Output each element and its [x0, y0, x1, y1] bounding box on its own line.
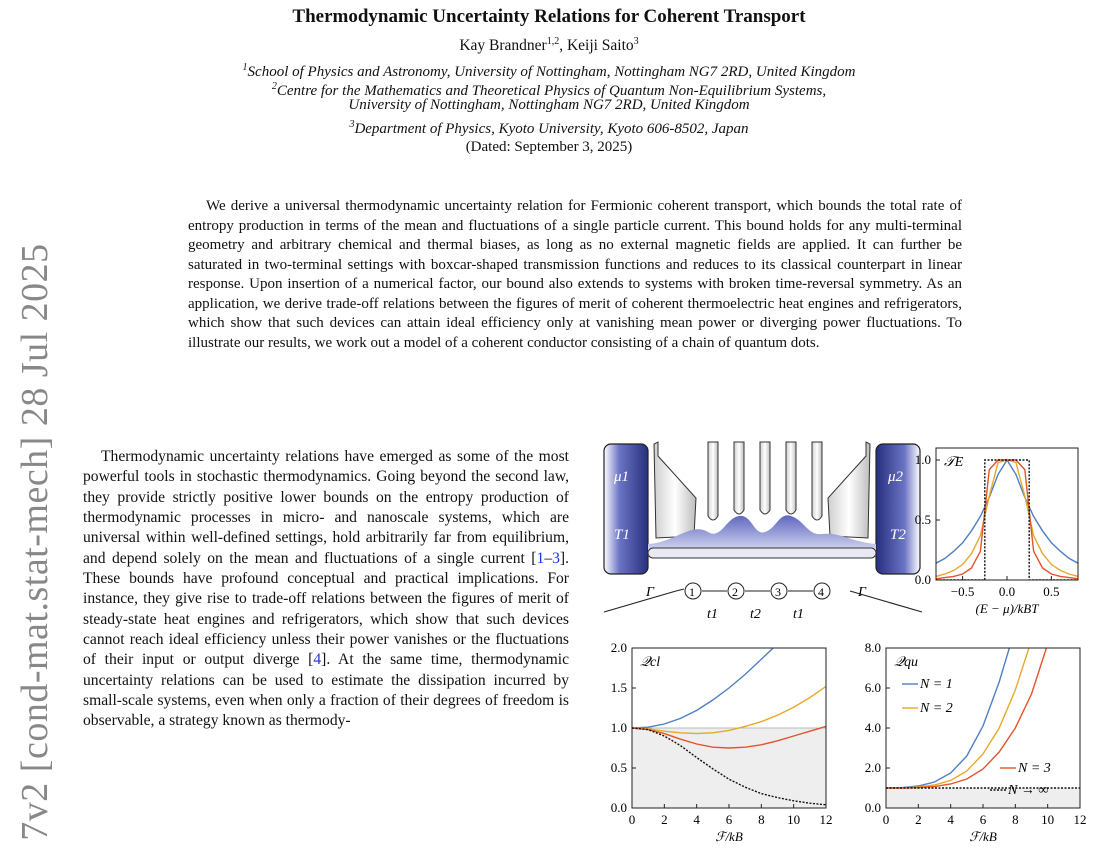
- gate-outer: [654, 442, 696, 538]
- x-tick-label: 6: [725, 812, 733, 827]
- legend-label: N = 2: [920, 701, 953, 716]
- coupling-label: t2: [750, 607, 761, 622]
- x-axis-label: (E − μ)/kBT: [975, 601, 1039, 616]
- transmission-panel: [915, 448, 1078, 616]
- abstract: We derive a universal thermodynamic uncertainty relation for Fermionic coherent transport, which bounds the total rate of entropy production in terms of the mean and fluctuations of a single particle current. This bound holds for any multi-terminal geometry and arbitrary chemical and thermal biases, as long as no external magnetic fields are applied. It can further be saturated in two-terminal settings with boxcar-shaped transmission functions and reduces to its classical counterpart in linear response. Upon insertion of a numerical factor, our bound also extends to systems with broken time-reversal symmetry. As an application, we derive trade-off relations between the figures of merit of coherent thermoelectric heat engines and refrigerators, which show that such devices can attain ideal efficiency only at vanishing mean power or diverging power fluctuations. To illustrate our results, we work out a model of a coherent conductor consisting of a chain of quantum dots.: [188, 198, 962, 351]
- affiliation-2: $^2$Centre for the Mathematics and Theoretical Physics of Quantum Non-Equilibrium Systems,: [271, 81, 827, 99]
- series-line-4: [936, 460, 1078, 580]
- y-tick-label: 1.0: [610, 720, 627, 735]
- substrate: [648, 548, 876, 558]
- t2-label: T2: [890, 527, 906, 543]
- citation-link[interactable]: 1: [536, 549, 545, 567]
- x-tick-label: 12: [819, 812, 833, 827]
- y-tick-label: 4.0: [864, 720, 881, 735]
- dot-label: 1: [689, 585, 695, 599]
- y-tick-label: 8.0: [864, 640, 881, 655]
- y-axis-label: 𝒬qu: [894, 655, 919, 670]
- arrow-line: [604, 591, 676, 612]
- paper-date: (Dated: September 3, 2025): [465, 139, 633, 155]
- author-names: Kay Brandner$^{1,2}$, Keiji Saito$^3$: [459, 36, 639, 55]
- y-axis-label: 𝒯E: [944, 455, 964, 470]
- left-reservoir: [604, 444, 648, 574]
- series-line-1: [936, 460, 1078, 563]
- legend-label: N → ∞: [1008, 783, 1049, 798]
- y-tick-label: 0.5: [610, 760, 627, 775]
- coupling-label: t1: [793, 607, 804, 622]
- x-tick-label: 4: [693, 812, 700, 827]
- arxiv-stamp: [0, 222, 70, 862]
- legend-label: N = 3: [1018, 761, 1051, 776]
- affiliation-2-cont: University of Nottingham, Nottingham NG7 2RD, United Kingdom: [348, 97, 750, 113]
- dot-label: 3: [775, 585, 781, 599]
- x-tick-label: 0: [628, 812, 636, 827]
- affiliation-1: $^1$School of Physics and Astronomy, University of Nottingham, Nottingham NG7 2RD, United Kingdom: [242, 62, 856, 80]
- x-tick-label: 2: [915, 812, 922, 827]
- device-schematic: [604, 442, 922, 622]
- y-tick-label: 0.0: [914, 572, 931, 587]
- x-tick-label: 0: [882, 812, 890, 827]
- x-axis-label: ℱ/kB: [969, 829, 997, 844]
- x-tick-label: −0.5: [950, 584, 975, 599]
- arxiv-id: 7v2 [cond-mat.stat-mech] 28 Jul 2025: [14, 243, 56, 841]
- gate-plunger: [734, 442, 744, 514]
- dot-label: 4: [818, 585, 824, 599]
- gamma-left: Γ: [646, 585, 654, 600]
- y-tick-label: 6.0: [864, 680, 881, 695]
- x-tick-label: 0.5: [1043, 584, 1060, 599]
- gate-plunger: [812, 442, 822, 520]
- series-line-3: [936, 460, 1078, 579]
- series-line-2: [632, 686, 826, 733]
- mu1-label: μ1: [614, 469, 630, 485]
- figure: [596, 436, 1098, 867]
- x-tick-label: 10: [1041, 812, 1055, 827]
- series-line-2: [936, 460, 1078, 576]
- paper-title: Thermodynamic Uncertainty Relations for Coherent Transport: [292, 6, 806, 27]
- coupling-label: t1: [707, 607, 718, 622]
- dot-chain: [685, 583, 830, 622]
- x-tick-label: 2: [661, 812, 668, 827]
- legend-label: N = 1: [920, 677, 953, 692]
- gate-plunger: [760, 442, 770, 514]
- y-tick-label: 0.0: [610, 800, 627, 815]
- x-tick-label: 8: [758, 812, 765, 827]
- x-axis-label: ℱ/kB: [715, 829, 743, 844]
- x-tick-label: 10: [787, 812, 801, 827]
- right-reservoir: [876, 444, 920, 574]
- author-list: [0, 36, 1098, 55]
- plot-frame: [886, 648, 1080, 808]
- qqu-panel: [865, 628, 1087, 844]
- gate-outer: [828, 442, 870, 538]
- citation-link[interactable]: 4: [313, 651, 322, 669]
- x-tick-label: 8: [1012, 812, 1019, 827]
- citation-link[interactable]: 3: [552, 549, 560, 567]
- y-tick-label: 1.0: [914, 452, 931, 467]
- t1-label: T1: [614, 527, 630, 543]
- qcl-panel: [611, 596, 833, 844]
- dot-label: 2: [732, 585, 738, 599]
- x-tick-label: 6: [979, 812, 987, 827]
- y-axis-label: 𝒬cl: [640, 655, 661, 670]
- x-tick-label: 0.0: [998, 584, 1016, 599]
- affiliation-3: $^3$Department of Physics, Kyoto University, Kyoto 606-8502, Japan: [349, 119, 749, 137]
- body-paragraph: Thermodynamic uncertainty relations have emerged as some of the most powerful tools in stochastic thermodynamics. Going beyond the second law, they provide strictly positive lower bounds on the entropy production of thermodynamic processes in micro- and nanoscale systems, which are universal within well-defined settings, hold arbitrarily far from equilibrium, and depend solely on the mean and fluctuations of a single current [1–3]. These bounds have profound conceptual and practical implications. For instance, they give rise to trade-off relations between the figures of merit of steady-state heat engines and refrigerators, which show that such devices cannot reach ideal efficiency unless their power vanishes or the fluctuations of their input or output diverge [4]. At the same time, thermodynamic uncertainty relations can be used to estimate the dissipation incurred by small-scale systems, even when only a fraction of their degrees of freedom is observable, a strategy known as thermody-: [83, 448, 570, 730]
- y-tick-label: 0.5: [914, 512, 931, 527]
- y-tick-label: 0.0: [864, 800, 881, 815]
- y-tick-label: 2.0: [610, 640, 627, 655]
- y-tick-label: 1.5: [610, 680, 627, 695]
- gate-plunger: [708, 442, 718, 520]
- x-tick-label: 12: [1073, 812, 1087, 827]
- x-tick-label: 4: [947, 812, 954, 827]
- gamma-right: Γ: [858, 585, 866, 600]
- y-tick-label: 2.0: [864, 760, 881, 775]
- gate-plunger: [786, 442, 796, 514]
- bound-region: [632, 728, 826, 808]
- mu2-label: μ2: [888, 469, 904, 485]
